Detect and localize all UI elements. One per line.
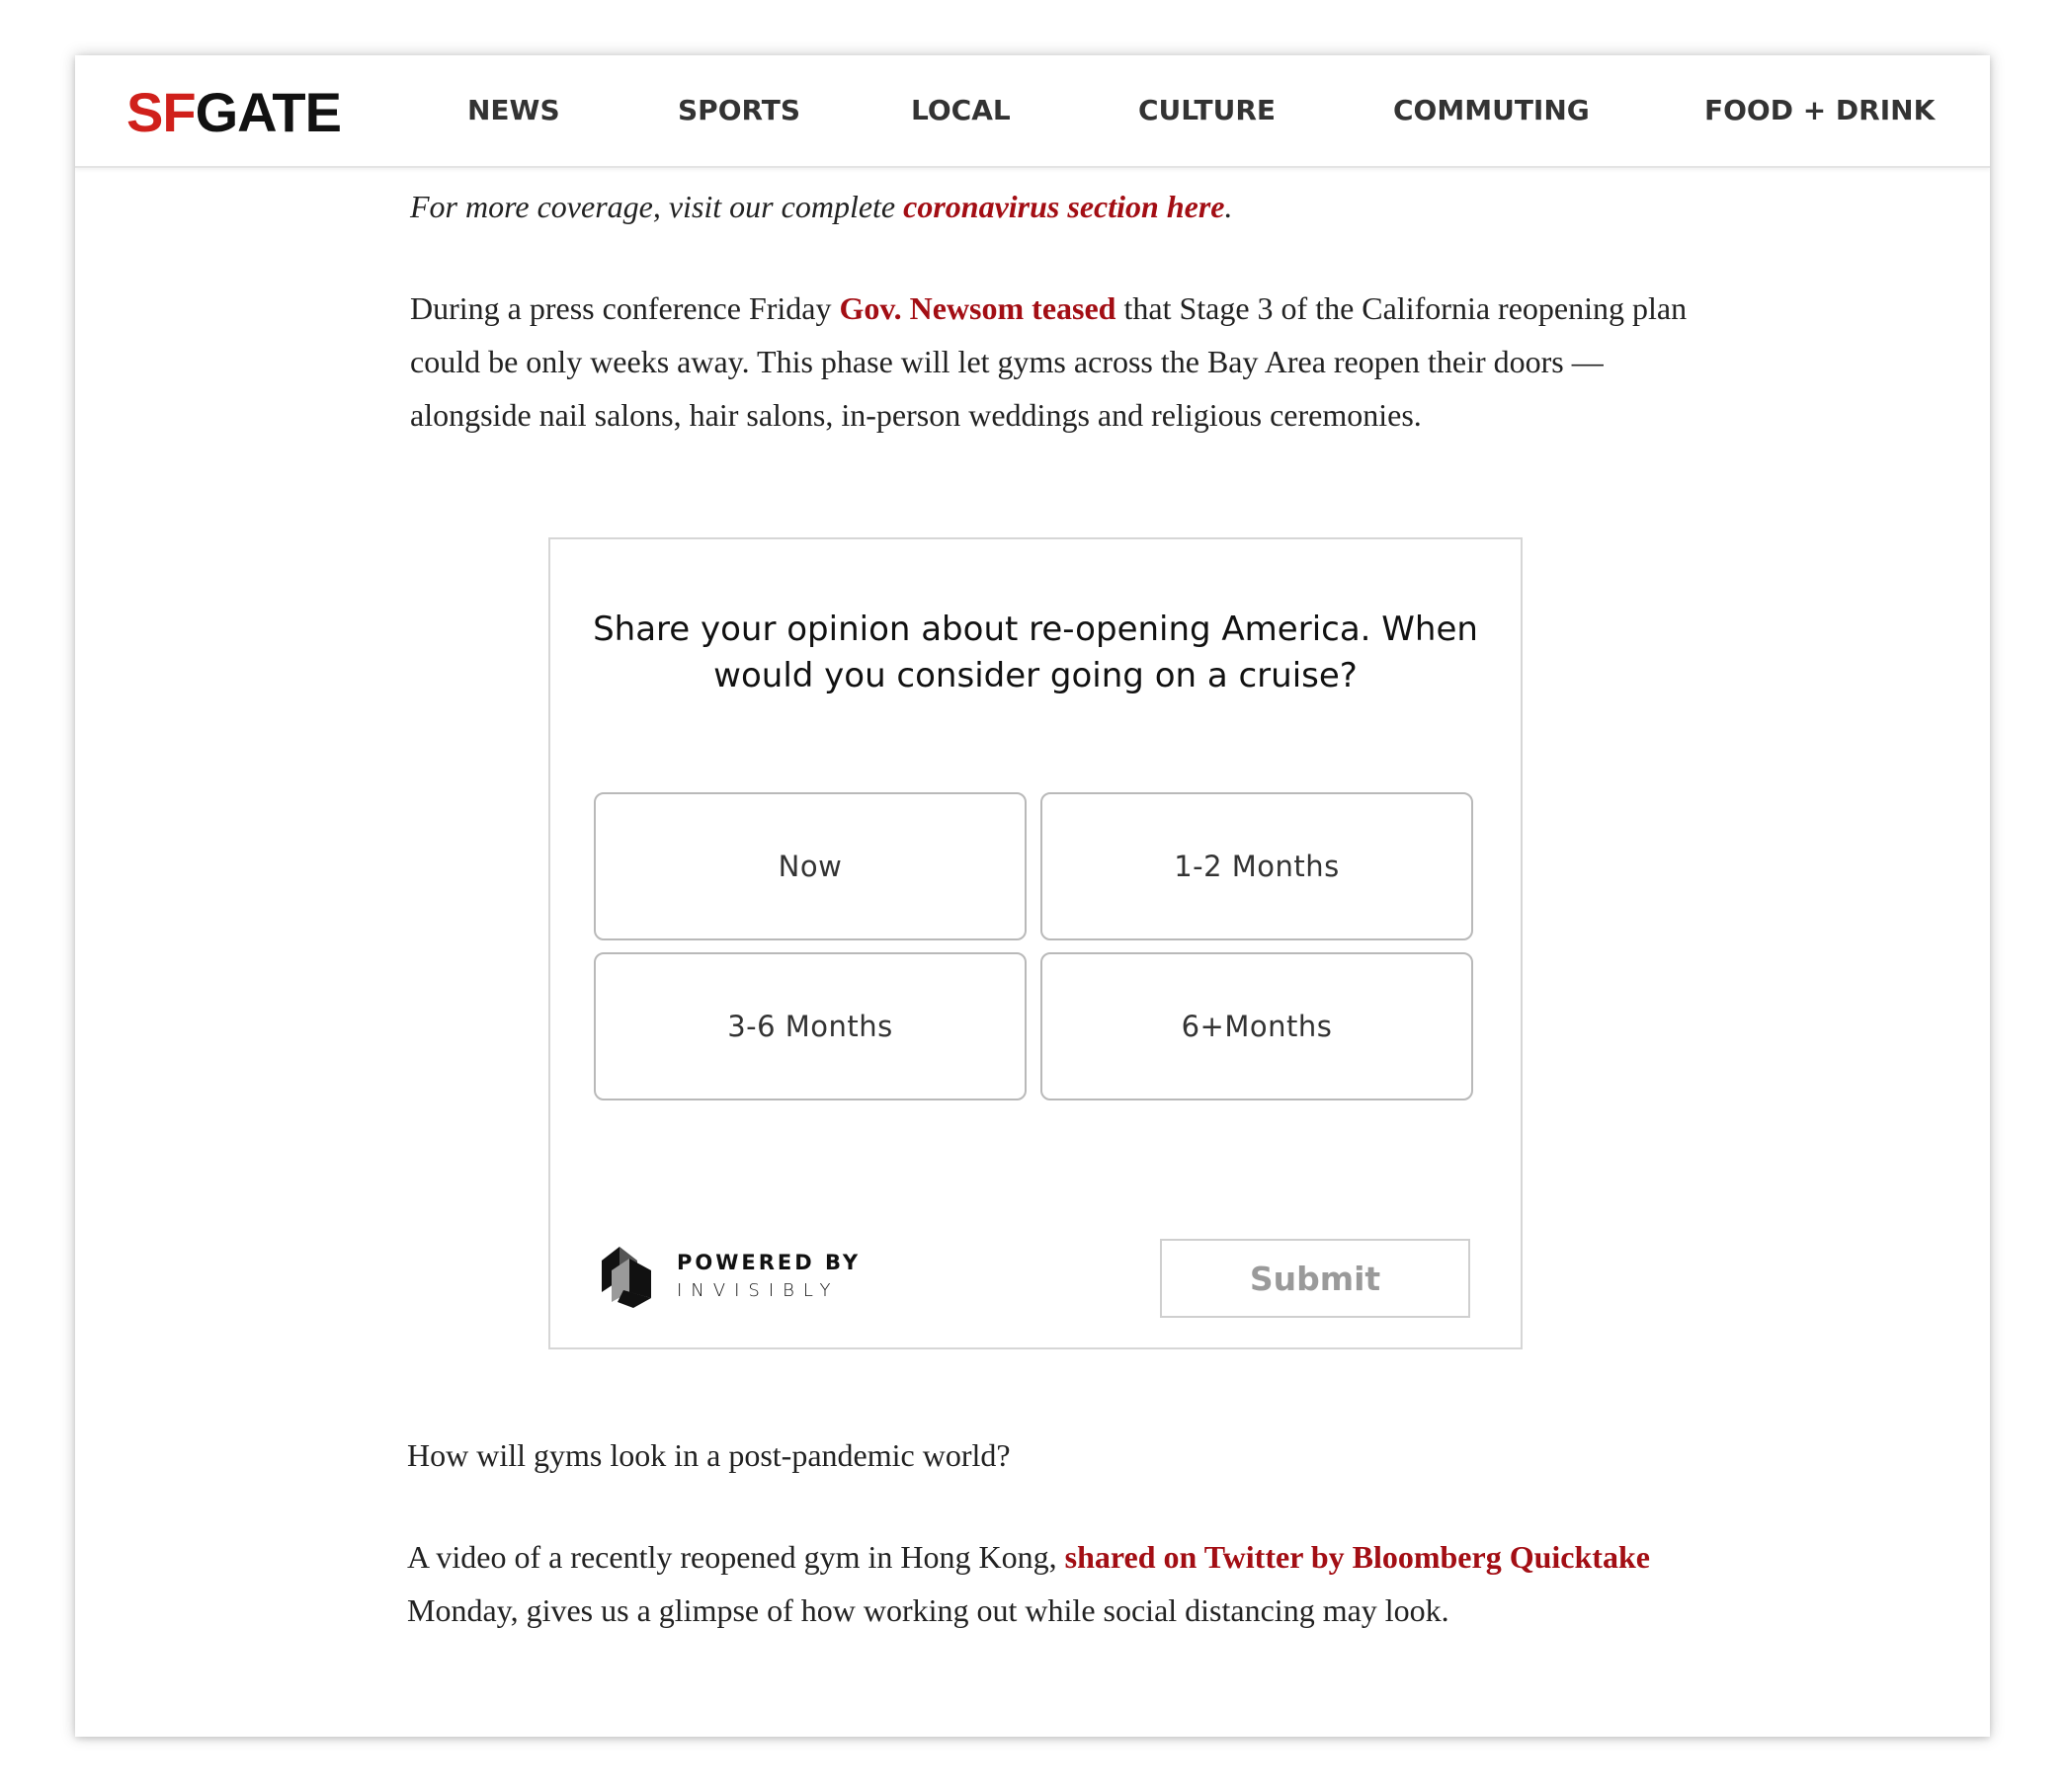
newsom-text-start: During a press conference Friday	[410, 290, 840, 326]
nav-local[interactable]: LOCAL	[911, 94, 1011, 126]
poll-widget	[548, 537, 1523, 1349]
poll-question: Share your opinion about re-opening America. When would you consider going on a cruise?	[593, 610, 1478, 695]
nav-sports[interactable]: SPORTS	[678, 94, 801, 126]
nav-food-drink[interactable]: FOOD + DRINK	[1704, 94, 1936, 126]
gyms-question-paragraph: How will gyms look in a post-pandemic world?	[407, 1437, 1011, 1473]
newsom-teased-link[interactable]: Gov. Newsom teased	[839, 290, 1116, 326]
invisibly-brand-text: INVISIBLY	[677, 1280, 840, 1301]
nav-commuting[interactable]: COMMUTING	[1393, 94, 1590, 126]
powered-by-invisibly[interactable]	[598, 1241, 862, 1310]
invisibly-logo-icon	[598, 1241, 657, 1310]
coronavirus-section-link[interactable]: coronavirus section here	[903, 189, 1225, 224]
poll-option-1-2-months[interactable]: 1-2 Months	[1040, 792, 1473, 940]
nav-culture[interactable]: CULTURE	[1138, 94, 1277, 126]
poll-option-now[interactable]: Now	[594, 792, 1027, 940]
nav-news[interactable]: NEWS	[467, 94, 560, 126]
hong-kong-text-start: A video of a recently reopened gym in Hong Kong,	[407, 1539, 1065, 1575]
poll-option-6-plus-months[interactable]: 6+Months	[1040, 952, 1473, 1100]
bloomberg-quicktake-link[interactable]: shared on Twitter by Bloomberg Quicktake	[1064, 1539, 1650, 1575]
logo-gate: GATE	[195, 81, 341, 143]
page-card	[75, 55, 1990, 1737]
coverage-period: .	[1224, 189, 1233, 224]
hong-kong-paragraph	[407, 1530, 1711, 1637]
poll-option-3-6-months[interactable]: 3-6 Months	[594, 952, 1027, 1100]
hong-kong-text-end: Monday, gives us a glimpse of how working out while social distancing may look.	[407, 1592, 1449, 1628]
article-body	[75, 55, 1990, 1737]
coverage-text: For more coverage, visit our complete	[410, 189, 904, 224]
newsom-paragraph	[410, 282, 1714, 442]
powered-by-label: POWERED BY	[677, 1251, 862, 1274]
sfgate-logo[interactable]	[126, 83, 341, 142]
logo-sf: SF	[126, 81, 196, 143]
site-header	[75, 55, 1990, 168]
submit-button[interactable]: Submit	[1160, 1239, 1470, 1318]
newsom-text-end: that Stage 3 of the California reopening plan could be only weeks away. This phase will let gyms across the Bay Area reopen their doors — alongside nail salons, hair salons, in-person weddings and religious ceremonies.	[410, 290, 1688, 433]
coverage-paragraph	[410, 180, 1714, 233]
